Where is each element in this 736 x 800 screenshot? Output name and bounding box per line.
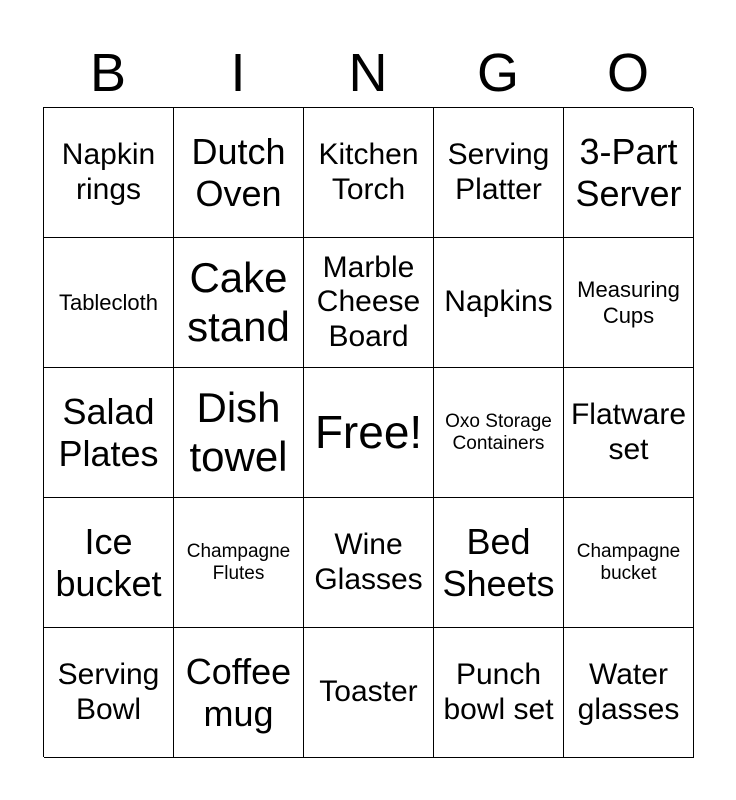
cell-label: Toaster <box>319 675 418 709</box>
bingo-cell[interactable] <box>564 238 694 368</box>
cell-label: Measuring Cups <box>577 277 680 328</box>
bingo-cell[interactable] <box>564 368 694 498</box>
cell-label: Champagne bucket <box>576 540 681 584</box>
cell-label: Cake stand <box>187 254 290 350</box>
bingo-cell[interactable] <box>174 108 304 238</box>
bingo-cell[interactable] <box>304 238 434 368</box>
cell-label: Serving Bowl <box>57 658 160 726</box>
cell-label: Napkins <box>444 285 553 319</box>
cell-label: Oxo Storage Containers <box>445 410 552 454</box>
bingo-cell[interactable] <box>174 238 304 368</box>
cell-label: Wine Glasses <box>314 528 423 596</box>
cell-label: Champagne Flutes <box>186 540 291 584</box>
bingo-cell[interactable] <box>174 628 304 758</box>
bingo-cell[interactable] <box>564 108 694 238</box>
cell-label: Free! <box>314 406 423 459</box>
bingo-cell[interactable] <box>304 498 434 628</box>
cell-label: Marble Cheese Board <box>316 250 421 353</box>
header-letter-i: I <box>230 43 246 103</box>
cell-label: Flatware set <box>570 398 687 466</box>
cell-label: Bed Sheets <box>442 521 555 604</box>
cell-label: Serving Platter <box>447 138 550 206</box>
bingo-cell[interactable] <box>564 628 694 758</box>
bingo-cell[interactable] <box>434 238 564 368</box>
cell-label: Punch bowl set <box>443 658 554 726</box>
bingo-cell[interactable] <box>304 108 434 238</box>
bingo-cell[interactable] <box>434 108 564 238</box>
bingo-cell[interactable] <box>44 498 174 628</box>
cell-label: Tablecloth <box>58 289 159 315</box>
bingo-cell[interactable] <box>434 368 564 498</box>
cell-label: Dutch Oven <box>191 131 286 214</box>
bingo-cell[interactable] <box>174 498 304 628</box>
cell-label: Salad Plates <box>58 391 159 474</box>
cell-label: Dish towel <box>189 384 288 480</box>
bingo-cell[interactable] <box>44 628 174 758</box>
cell-label: Water glasses <box>577 658 680 726</box>
header-letter-n: N <box>348 43 388 103</box>
header-letter-b: B <box>89 43 127 103</box>
bingo-board <box>43 107 693 757</box>
header-letter-o: O <box>606 43 649 103</box>
bingo-header <box>43 40 693 106</box>
cell-label: Kitchen Torch <box>318 138 419 206</box>
cell-label: Ice bucket <box>55 521 162 604</box>
bingo-cell[interactable] <box>174 368 304 498</box>
bingo-cell[interactable] <box>564 498 694 628</box>
free-space[interactable] <box>304 368 434 498</box>
cell-label: 3-Part Server <box>575 131 682 214</box>
bingo-cell[interactable] <box>44 238 174 368</box>
cell-label: Coffee mug <box>185 651 292 734</box>
bingo-cell[interactable] <box>434 498 564 628</box>
bingo-cell[interactable] <box>44 108 174 238</box>
bingo-cell[interactable] <box>304 628 434 758</box>
header-letter-g: G <box>476 43 519 103</box>
cell-label: Napkin rings <box>61 138 156 206</box>
bingo-cell[interactable] <box>434 628 564 758</box>
bingo-cell[interactable] <box>44 368 174 498</box>
